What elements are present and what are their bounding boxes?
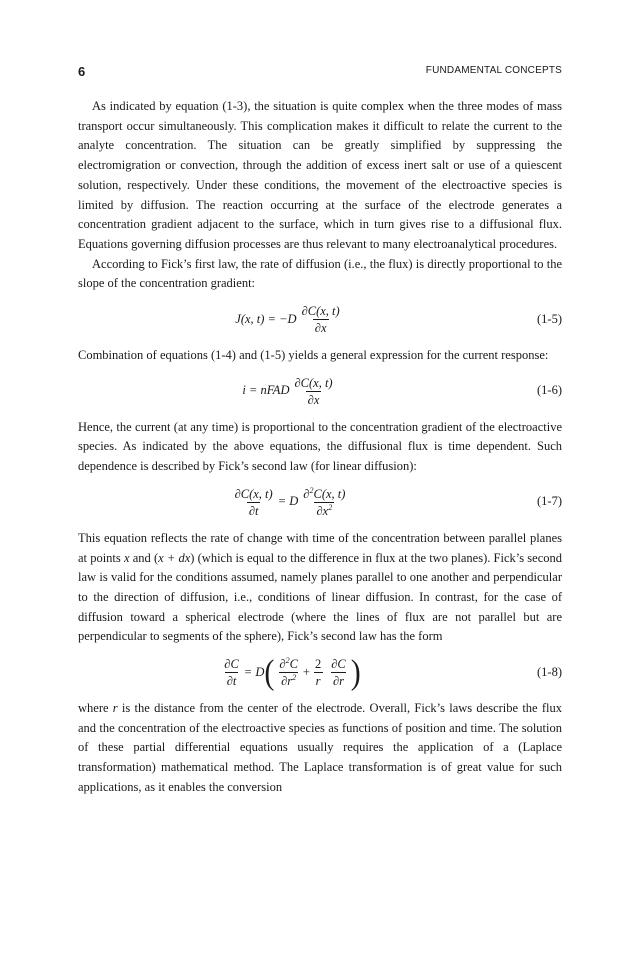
p5-var-xdx: x + dx [158, 550, 191, 565]
eq-1-6-fraction [292, 375, 334, 408]
eq-1-7-rhs-fraction [301, 486, 347, 519]
eq-1-7-lhs-numerator: ∂C(x, t) [234, 486, 273, 501]
p5-text-c: ) (which is equal to the difference in flux at the two planes). Fick’s second law is valid for the conditions assumed, namely planes parallel to one another and perpendicular to the direction of diffusion, i.e., conditions of linear diffusion. In contrast, for the case of diffusion toward a spherical electrode (where the lines of flux are not parallel but are perpendicular to segments of the sphere), Fick’s second law has the form [78, 550, 562, 644]
equation-1-6-body [78, 375, 562, 408]
paragraph-3: Combination of equations (1-4) and (1-5) yields a general expression for the current response: [78, 348, 549, 363]
eq-1-8-lhs-denominator: ∂t [226, 674, 237, 689]
equation-1-6 [78, 375, 562, 408]
eq-1-8-t1-exponent: 2 [285, 655, 290, 665]
eq-1-8-term2-numerator: 2 [314, 657, 322, 672]
eq-1-8-t1-den: ∂r [281, 674, 293, 689]
eq-1-7-rhs-denominator [314, 502, 334, 519]
eq-1-8-lhs-fraction [222, 656, 241, 689]
eq-1-6-numerator: ∂C(x, t) [294, 375, 333, 390]
equation-1-7 [78, 486, 562, 519]
eq-1-5-denominator: ∂x [314, 321, 327, 336]
eq-1-7-partial: ∂ [303, 486, 310, 501]
eq-1-7-exponent: 2 [309, 485, 314, 495]
p5-var-x: x [123, 550, 130, 565]
eq-1-7-lhs-fraction [233, 486, 275, 519]
eq-1-8-t1-partial: ∂ [279, 657, 286, 672]
paragraph-2: According to Fick’s first law, the rate of diffusion (i.e., the flux) is directly proportional to the slope of the concentration gradient: [78, 256, 562, 291]
equation-number: (1-8) [537, 664, 562, 679]
p6-var-r: r [112, 701, 118, 716]
eq-1-8-lhs-numerator: ∂C [224, 657, 239, 672]
eq-1-8-term2-denominator: r [315, 674, 321, 689]
eq-1-8-term2-fraction [313, 656, 323, 689]
eq-1-8-term1-fraction [277, 656, 300, 689]
eq-1-8-t1-var: C [289, 657, 298, 672]
equation-1-8 [78, 653, 562, 691]
paragraph-4: Hence, the current (at any time) is proportional to the concentration gradient of the electroactive species. As indicated by the above equations, the diffusional flux is time dependent. Such dependence is described by Fick’s second law (for linear diffusion): [78, 419, 562, 474]
equation-1-5 [78, 303, 562, 336]
eq-1-7-rhs-numerator [301, 486, 347, 502]
eq-1-8-open-paren: ( [264, 653, 275, 691]
eq-1-7-rhs-num-term: C(x, t) [313, 486, 346, 501]
eq-1-8-plus: + [302, 664, 310, 679]
eq-1-7-den-exponent: 2 [328, 502, 333, 512]
eq-1-5-lhs: J(x, t) = −D [235, 311, 297, 326]
equation-number: (1-5) [537, 311, 562, 326]
p6-text-b: is the distance from the center of the electrode. Overall, Fick’s laws describe the flux and the concentration of the electroactive species as functions of position and time. The solution of these partial differential equations usually requires the application of a (Laplace transformation) mathematical method. The Laplace transformation is of great value for such applications, as it enables the conversion [78, 701, 562, 794]
eq-1-6-denominator: ∂x [307, 392, 320, 407]
eq-1-5-numerator: ∂C(x, t) [301, 304, 340, 319]
paragraph-1: As indicated by equation (1-3), the situation is quite complex when the three modes of mass transport occur simultaneously. This complication makes it difficult to relate the current to the analyte concentration. The situation can be greatly simplified by suppressing the electromigration or convection, through the addition of excess inert salt or use of a quiescent solution, respectively. Under these conditions, the movement of the electroactive species is limited by diffusion. The reaction occurring at the surface of the electrode generates a concentration gradient adjacent to the surface, which in turn gives rise to a diffusional flux. Equations governing diffusion processes are thus relevant to many electroanalytical procedures. [78, 99, 562, 251]
equation-1-7-body [78, 486, 562, 519]
eq-1-7-equals-d: = D [277, 494, 299, 509]
p6-text-a: where [78, 701, 113, 716]
equation-1-8-body [78, 653, 562, 691]
paragraph-6 [78, 699, 562, 798]
eq-1-8-term1-denominator [279, 672, 298, 689]
eq-1-7-rhs-den-term: ∂x [316, 503, 329, 518]
equation-number: (1-6) [537, 383, 562, 398]
eq-1-8-equals-d: = D [243, 664, 265, 679]
equation-number: (1-7) [537, 494, 562, 509]
eq-1-5-fraction [300, 303, 342, 336]
page-number: 6 [78, 64, 86, 79]
eq-1-8-term1-numerator [277, 656, 300, 672]
page-header [78, 64, 562, 82]
eq-1-7-lhs-denominator: ∂t [248, 503, 259, 518]
eq-1-8-term3-fraction [329, 656, 348, 689]
p5-text-a: This equation reflects the rate of change with time of the concentration between parallel planes at points [78, 530, 562, 565]
eq-1-8-term3-denominator: ∂r [332, 674, 344, 689]
running-head: FUNDAMENTAL CONCEPTS [425, 65, 562, 76]
equation-1-5-body [78, 303, 562, 336]
eq-1-8-t1-den-exponent: 2 [292, 672, 297, 682]
p5-text-b: and ( [129, 550, 159, 565]
paragraph-5 [78, 529, 562, 647]
eq-1-8-term3-numerator: ∂C [331, 657, 346, 672]
eq-1-6-lhs: i = nFAD [242, 383, 290, 398]
eq-1-8-close-paren: ) [350, 653, 361, 691]
body-text [78, 97, 562, 798]
